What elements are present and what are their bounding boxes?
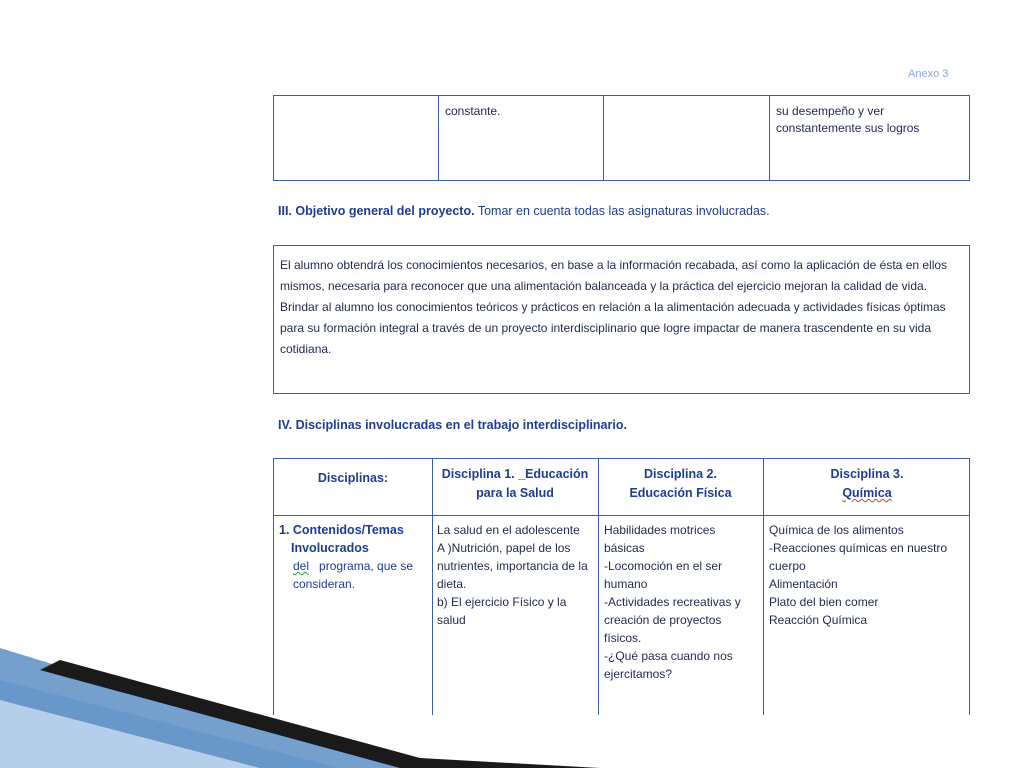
decorative-swoosh bbox=[0, 640, 600, 768]
content-line: cuerpo bbox=[769, 559, 806, 573]
content-line: Plato del bien comer bbox=[769, 595, 879, 609]
content-line: Alimentación bbox=[769, 577, 838, 591]
table-cell bbox=[604, 96, 770, 180]
content-line: La salud en el adolescente bbox=[437, 523, 580, 537]
section-3-title-rest: Tomar en cuenta todas las asignaturas involucradas. bbox=[474, 204, 770, 218]
content-line: físicos. bbox=[604, 631, 642, 645]
table-cell bbox=[274, 96, 439, 180]
header-disciplina-1 bbox=[432, 465, 598, 503]
header-line: Disciplina 3. bbox=[830, 467, 904, 481]
header-disciplinas: Disciplinas: bbox=[317, 471, 389, 485]
content-line: b) El ejercicio Físico y la bbox=[437, 595, 567, 609]
content-line: creación de proyectos bbox=[604, 613, 722, 627]
continuation-table bbox=[273, 95, 970, 181]
header-line: para la Salud bbox=[476, 486, 554, 500]
header-line bbox=[763, 484, 971, 503]
row-label-word: programa, que se bbox=[319, 559, 414, 573]
content-line: dieta. bbox=[437, 577, 467, 591]
content-line: -Reacciones químicas en nuestro bbox=[769, 541, 948, 555]
section-4-title: IV. Disciplinas involucradas en el trabajo interdisciplinario. bbox=[278, 418, 627, 432]
content-line: -¿Qué pasa cuando nos bbox=[604, 649, 733, 663]
objective-paragraph-2: Brindar al alumno los conocimientos teóricos y prácticos en relación a la alimentación adecuada y actividades físicas óptimas para su formación integral a través de un proyecto interdisciplinario que logre impactar de manera trascendente en su vida cotidiana. bbox=[280, 300, 946, 356]
section-3-title bbox=[278, 204, 770, 218]
row-label-cell bbox=[279, 521, 429, 593]
section-3-title-bold: III. Objetivo general del proyecto. bbox=[278, 204, 475, 218]
page-header-mark: Anexo 3 bbox=[908, 68, 949, 80]
content-line: -Locomoción en el ser bbox=[604, 559, 723, 573]
header-disciplina-2 bbox=[598, 465, 763, 503]
header-disciplina-3 bbox=[763, 465, 971, 503]
column-1-content bbox=[437, 521, 597, 629]
content-line: Química de los alimentos bbox=[769, 523, 904, 537]
table-cell: constante. bbox=[439, 96, 604, 180]
row-label-line: consideran. bbox=[293, 577, 356, 591]
row-label-word: del bbox=[293, 559, 310, 573]
objective-paragraph-1: El alumno obtendrá los conocimientos necesarios, en base a la información recabada, así como la aplicación de ésta en ellos mismos, necesaria para reconocer que una alimentación balanceada y la práctica del ejercicio mejoran la calidad de vida. bbox=[280, 258, 948, 293]
objective-box bbox=[273, 245, 970, 394]
content-line: Reacción Química bbox=[769, 613, 868, 627]
content-line: A )Nutrición, papel de los bbox=[437, 541, 571, 555]
content-line: Habilidades motrices bbox=[604, 523, 716, 537]
content-line: salud bbox=[437, 613, 466, 627]
column-2-content bbox=[604, 521, 762, 683]
content-line: -Actividades recreativas y bbox=[604, 595, 741, 609]
row-label-line bbox=[279, 557, 429, 575]
header-line-text: Química bbox=[842, 486, 892, 500]
row-label-line: Involucrados bbox=[291, 541, 369, 555]
content-line: humano bbox=[604, 577, 648, 591]
header-line: Educación Física bbox=[629, 486, 732, 500]
content-line: básicas bbox=[604, 541, 645, 555]
header-line: Disciplina 1. _Educación bbox=[441, 467, 589, 481]
content-line: ejercitamos? bbox=[604, 667, 673, 681]
header-divider bbox=[274, 515, 969, 516]
row-label-line: 1. Contenidos/Temas bbox=[279, 523, 404, 537]
table-cell: su desempeño y ver constantemente sus logros bbox=[776, 104, 920, 135]
header-line: Disciplina 2. bbox=[644, 467, 717, 481]
column-3-content bbox=[769, 521, 969, 629]
content-line: nutrientes, importancia de la bbox=[437, 559, 588, 573]
